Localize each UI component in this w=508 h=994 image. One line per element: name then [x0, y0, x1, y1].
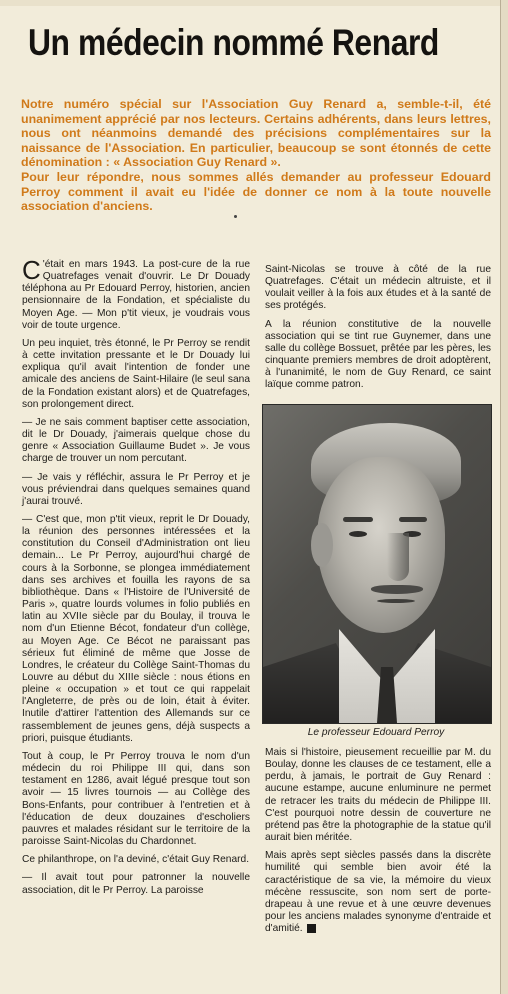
- right-column-top: [265, 264, 491, 398]
- left-paragraph-7: Ce philanthrope, on l'a deviné, c'était Guy Renard.: [22, 854, 250, 866]
- left-paragraph-8: — Il avait tout pour patronner la nouvelle association, dit le Pr Perroy. La paroisse: [22, 872, 250, 896]
- page-top-edge: [0, 0, 508, 6]
- left-paragraph-6: Tout à coup, le Pr Perroy trouva le nom d'un médecin du roi Philippe III qui, dans son testament en 1286, avait légué presque tout son avoir — 15 livres tournois — au Collège des Bons-Enfants, pour contribuer à l'entretien et à l'éducation de deux douzaines d'escholiers pauvres et malades résidant sur le territoire de la paroisse Saint-Nicolas du Chardonnet.: [22, 750, 250, 848]
- photo-caption: Le professeur Edouard Perroy: [307, 727, 445, 738]
- end-of-article-mark: [307, 924, 316, 933]
- intro-paragraph-2: Pour leur répondre, nous sommes allés demander au professeur Edouard Perroy comment il avait eu l'idée de donner ce nom à la toute nouvelle association d'anciens.: [21, 169, 491, 214]
- right-paragraph-3: Mais si l'histoire, pieusement recueillie par M. du Boulay, donne les clauses de ce testament, elle a perdu, à jamais, le portrait de Guy Renard : aucune estampe, aucune enluminure ne permet de retracer les traits du médecin de Philippe III. C'est pourquoi notre dessin de couverture ne prétend pas être la photographie de la statue qu'il aurait bien méritée.: [265, 747, 491, 844]
- left-paragraph-2: Un peu inquiet, très étonné, le Pr Perroy se rendit à cette invitation pressante et le Dr Douady lui expliqua qu'il avait l'intention de fonder une amicale des anciens de Saint-Hilaire (le seul sana de la Fondation existant alors) et de Quatrefages, son prolongement direct.: [22, 337, 250, 410]
- portrait-photo: [262, 404, 492, 724]
- intro-paragraph-1: Notre numéro spécial sur l'Association Guy Renard a, semble-t-il, été unanimement apprécié par nos lecteurs. Certains adhérents, dans leurs lettres, nous ont néanmoins demandé des précisions complémentaires sur la naissance de l'Association. En particulier, beaucoup se sont étonnés de cette dénomination : « Association Guy Renard ».: [21, 97, 491, 170]
- left-paragraph-4: — Je vais y réfléchir, assura le Pr Perroy et je vous préviendrai dans quelques semaines quand j'aurai trouvé.: [22, 471, 250, 507]
- right-paragraph-4-text: Mais après sept siècles passés dans la discrète humilité qui semble bien avoir été la caractéristique de sa vie, la mémoire du vieux mécène ressuscite, son nom sert de porte-drapeau à une revue et à une œuvre devenues pour les anciens malades synonyme d'entraide et d'amitié.: [265, 850, 491, 935]
- article-intro: [21, 97, 491, 214]
- separator-dot: [234, 215, 237, 218]
- left-paragraph-3: — Je ne sais comment baptiser cette association, dit le Dr Douady, j'aimerais quelque chose du genre « Association Guillaume Budet ». Je vous charge de trouver un nom percutant.: [22, 416, 250, 465]
- right-column-bottom: [265, 747, 491, 941]
- drop-cap: C: [22, 255, 41, 285]
- left-paragraph-5: — C'est que, mon p'tit vieux, reprit le Dr Douady, la réunion des personnes intéressées et la constitution du Conseil d'Administration ont lieu demain... Le Pr Perroy, aujourd'hui chargé de cours à la Sorbonne, se plongea immédiatement dans ses archives et fouilla les rayons de sa bibliothèque. Dans « l'Histoire de l'Université de Paris », quatre lourds volumes in folio publiés en latin au XVIIe siècle par du Boulay, il trouva le nom d'un Etienne Bécot, fondateur d'un collège, au Moyen Age. Ce Bécot ne paraissant pas sérieux fut éliminé de même que Josse de Londres, le créateur du Collège Saint-Thomas du Louvre au début du XIIIe siècle : nous étions en pleine « occupation » et tout ce qui rappelait l'Angleterre, de près ou de loin, était à éviter. Inutile d'attirer l'attention des Allemands sur ce rassemblement de jeunes gens, déjà suspects a priori, puisque étudiants.: [22, 513, 250, 744]
- left-paragraph-1: [22, 255, 250, 332]
- right-paragraph-2: A la réunion constitutive de la nouvelle association qui se tint rue Guynemer, dans une salle du collège Bossuet, prêtée par les pères, les cinquante premiers membres de droit adoptèrent, à l'unanimité, le nom de Guy Renard, ce saint laïque comme patron.: [265, 318, 491, 391]
- article-title: Un médecin nommé Renard: [28, 22, 439, 63]
- adjacent-page-edge: [500, 0, 508, 994]
- left-paragraph-1-text: 'était en mars 1943. La post-cure de la rue Quatrefages venait d'ouvrir. Le Dr Douady téléphona au Pr Edouard Perroy, historien, ancien pensionnaire de la Fondation, et spécialiste du Moyen Age. — Mon p'tit vieux, je voudrais vous voir de toute urgence.: [22, 259, 250, 331]
- left-column: [22, 255, 250, 903]
- right-paragraph-4: [265, 850, 491, 935]
- right-paragraph-1: Saint-Nicolas se trouve à côté de la rue Quatrefages. C'était un médecin altruiste, et il voulait veiller à la fois aux études et à la santé de ses protégés.: [265, 264, 491, 312]
